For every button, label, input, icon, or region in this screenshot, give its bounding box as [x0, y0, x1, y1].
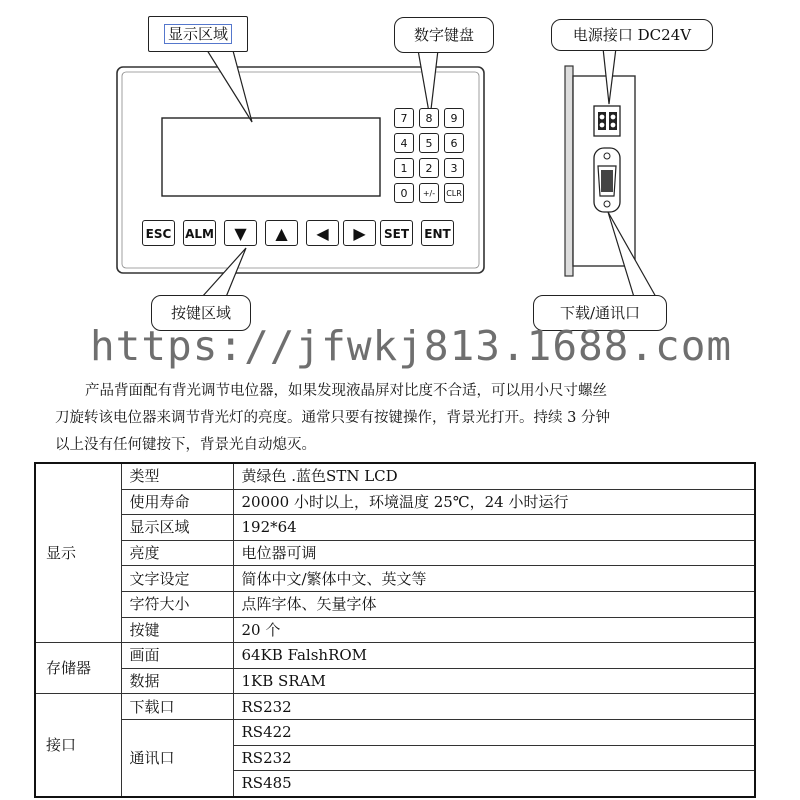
callout-display-area-label: 显示区域	[164, 24, 232, 44]
value-cell: 点阵字体、矢量字体	[233, 591, 755, 617]
value-cell: 1KB SRAM	[233, 668, 755, 694]
value-cell: 192*64	[233, 515, 755, 541]
value-cell: RS232	[233, 745, 755, 771]
callout-download-comm-port-label: 下载/通讯口	[559, 304, 641, 322]
callout-power-port-label: 电源接口 DC24V	[572, 26, 692, 44]
paragraph-line-1: 产品背面配有背光调节电位器，如果发现液晶屏对比度不合适，可以用小尺寸螺丝	[85, 383, 607, 399]
description-paragraph	[55, 378, 745, 459]
item-cell: 字符大小	[121, 591, 233, 617]
value-cell: 电位器可调	[233, 540, 755, 566]
item-cell: 画面	[121, 643, 233, 669]
watermark-url: https://jfwkj813.1688.com	[90, 322, 733, 370]
value-cell: 黄绿色 .蓝色STN LCD	[233, 463, 755, 489]
keypad-key[interactable]: 7	[394, 108, 414, 128]
function-key[interactable]: ALM	[183, 220, 216, 246]
side-view-flange	[565, 66, 573, 276]
table-row	[35, 540, 755, 566]
callout-display-area	[148, 16, 248, 52]
keypad-key[interactable]: 2	[419, 158, 439, 178]
item-cell: 类型	[121, 463, 233, 489]
category-interface: 接口	[35, 694, 121, 797]
value-cell: 20000 小时以上，环境温度 25℃，24 小时运行	[233, 489, 755, 515]
value-cell: 64KB FalshROM	[233, 643, 755, 669]
table-row	[35, 617, 755, 643]
item-cell: 文字设定	[121, 566, 233, 592]
callout-key-area-label: 按键区域	[170, 304, 231, 322]
callout-numeric-keypad	[394, 17, 494, 53]
function-key[interactable]: ▶	[343, 220, 376, 246]
keypad-key[interactable]: CLR	[444, 183, 464, 203]
keypad-key[interactable]: 6	[444, 133, 464, 153]
keypad-key[interactable]: 4	[394, 133, 414, 153]
value-cell: 简体中文/繁体中文、英文等	[233, 566, 755, 592]
item-cell: 亮度	[121, 540, 233, 566]
item-cell: 数据	[121, 668, 233, 694]
value-cell: RS485	[233, 771, 755, 797]
function-key[interactable]: ▲	[265, 220, 298, 246]
item-cell: 使用寿命	[121, 489, 233, 515]
function-key[interactable]: ENT	[421, 220, 454, 246]
table-row	[35, 489, 755, 515]
table-row	[35, 643, 755, 669]
category-display: 显示	[35, 463, 121, 643]
function-key[interactable]: ESC	[142, 220, 175, 246]
spec-table	[34, 462, 756, 798]
lcd-screen	[162, 118, 380, 196]
keypad-key[interactable]: +/-	[419, 183, 439, 203]
function-key[interactable]: ◀	[306, 220, 339, 246]
paragraph-line-2: 刀旋转该电位器来调节背光灯的亮度。通常只要有按键操作，背景光打开。持续 3 分钟	[55, 410, 610, 426]
keypad-key[interactable]: 5	[419, 133, 439, 153]
paragraph-line-3: 以上没有任何键按下，背景光自动熄灭。	[55, 437, 316, 453]
device-diagram	[0, 0, 800, 330]
item-cell: 显示区域	[121, 515, 233, 541]
item-cell: 下载口	[121, 694, 233, 720]
table-row	[35, 694, 755, 720]
function-key[interactable]: SET	[380, 220, 413, 246]
keypad-key[interactable]: 0	[394, 183, 414, 203]
table-row	[35, 668, 755, 694]
item-cell: 按键	[121, 617, 233, 643]
callout-power-port	[551, 19, 713, 51]
table-row	[35, 566, 755, 592]
callout-numeric-keypad-label: 数字键盘	[413, 26, 474, 44]
keypad-key[interactable]: 8	[419, 108, 439, 128]
table-row	[35, 591, 755, 617]
table-row	[35, 463, 755, 489]
category-memory: 存储器	[35, 643, 121, 694]
value-cell: RS232	[233, 694, 755, 720]
item-cell: 通讯口	[121, 719, 233, 796]
keypad-key[interactable]: 9	[444, 108, 464, 128]
function-key[interactable]: ▼	[224, 220, 257, 246]
keypad-key[interactable]: 3	[444, 158, 464, 178]
table-row	[35, 515, 755, 541]
value-cell: 20 个	[233, 617, 755, 643]
table-row	[35, 719, 755, 745]
keypad-key[interactable]: 1	[394, 158, 414, 178]
value-cell: RS422	[233, 719, 755, 745]
